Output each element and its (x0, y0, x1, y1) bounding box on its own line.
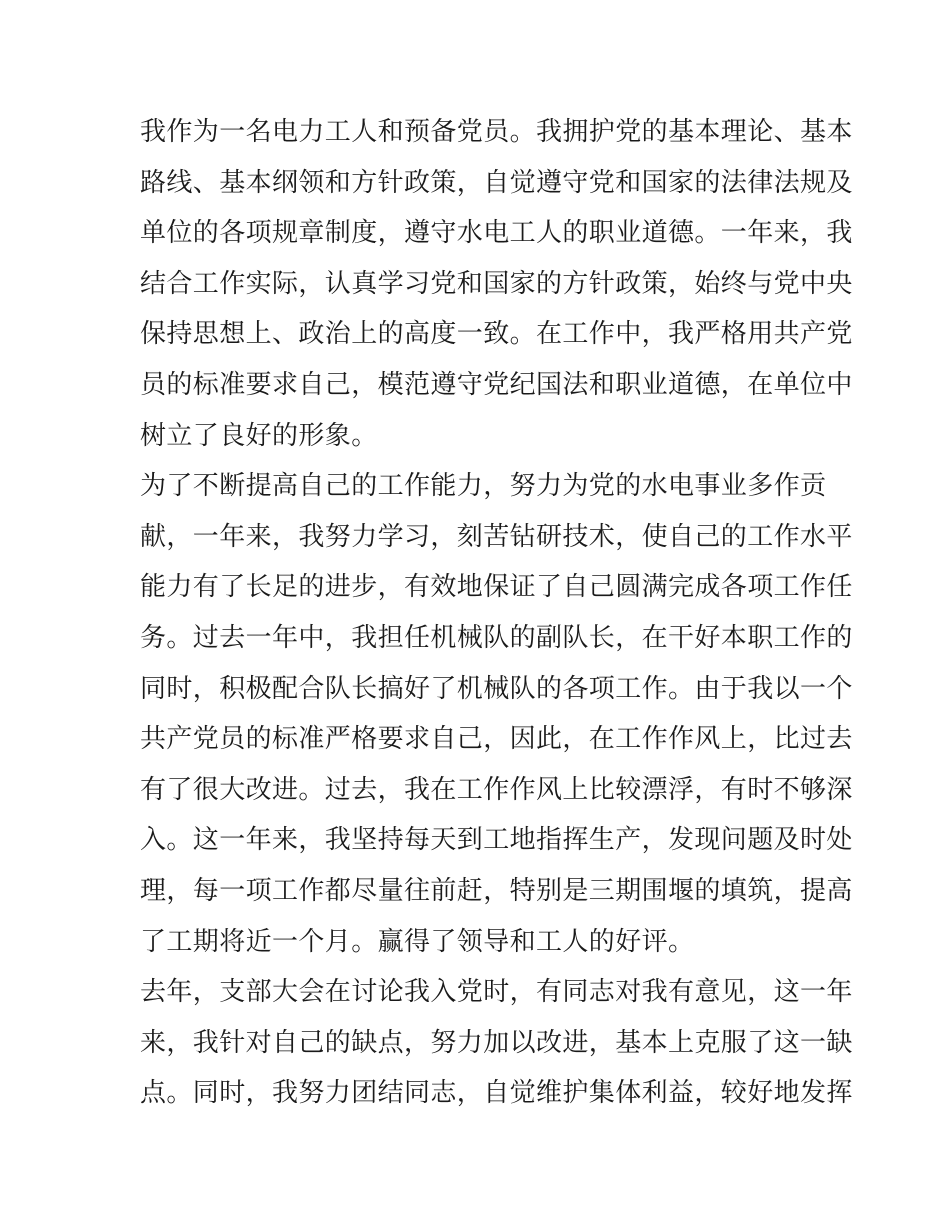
text-line: 去年，支部大会在讨论我入党时，有同志对我有意见，这一年 (140, 977, 853, 1008)
text-line: 了工期将近一个月。赢得了领导和工人的好评。 (140, 926, 695, 957)
text-line: 结合工作实际，认真学习党和国家的方针政策，始终与党中央 (140, 268, 853, 299)
text-line: 入。这一年来，我坚持每天到工地指挥生产，发现问题及时处 (140, 825, 853, 856)
text-line: 单位的各项规章制度，遵守水电工人的职业道德。一年来，我 (140, 218, 853, 249)
body-text (140, 107, 853, 1119)
text-line: 共产党员的标准严格要求自己，因此，在工作作风上，比过去 (140, 724, 853, 755)
text-line: 能力有了长足的进步，有效地保证了自己圆满完成各项工作任 (140, 572, 853, 603)
text-line: 同时，积极配合队长搞好了机械队的各项工作。由于我以一个 (140, 673, 853, 704)
text-line: 来，我针对自己的缺点，努力加以改进，基本上克服了这一缺 (140, 1027, 853, 1058)
text-line: 务。过去一年中，我担任机械队的副队长，在干好本职工作的 (140, 622, 853, 653)
text-line: 树立了良好的形象。 (140, 420, 378, 451)
text-line: 路线、基本纲领和方针政策，自觉遵守党和国家的法律法规及 (140, 167, 853, 198)
text-line: 员的标准要求自己，模范遵守党纪国法和职业道德，在单位中 (140, 369, 853, 400)
text-line: 为了不断提高自己的工作能力，努力为党的水电事业多作贡 (140, 471, 827, 502)
text-line: 我作为一名电力工人和预备党员。我拥护党的基本理论、基本 (140, 117, 853, 147)
text-line: 保持思想上、政治上的高度一致。在工作中，我严格用共产党 (140, 319, 853, 350)
text-line: 献，一年来，我努力学习，刻苦钻研技术，使自己的工作水平 (140, 521, 853, 552)
text-line: 有了很大改进。过去，我在工作作风上比较漂浮，有时不够深 (140, 774, 853, 805)
text-line: 理，每一项工作都尽量往前赶，特别是三期围堰的填筑，提高 (140, 875, 853, 906)
text-line: 点。同时，我努力团结同志，自觉维护集体利益，较好地发挥 (140, 1078, 853, 1109)
